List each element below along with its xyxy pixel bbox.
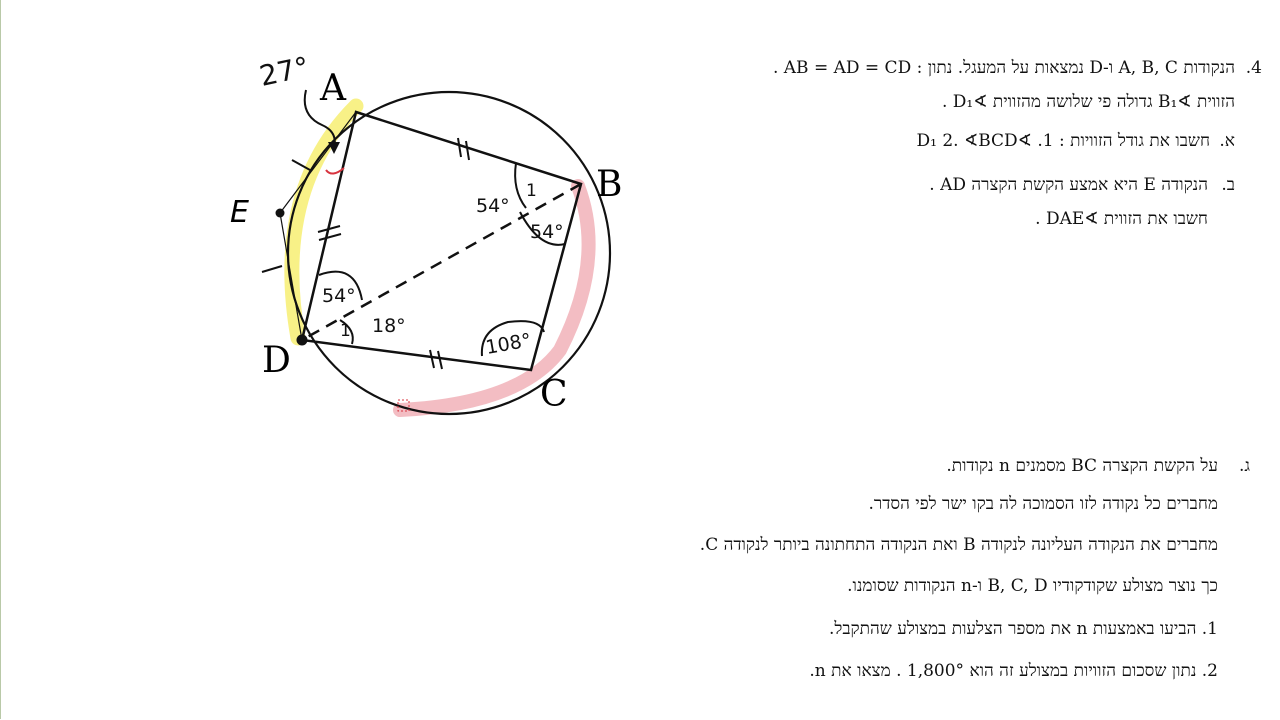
label-E: E (230, 195, 249, 230)
part-c-line-2: מחברים כל נקודה לזו הסמוכה לה בקו ישר לפי הסדר. (868, 494, 1218, 514)
point-D-dot (297, 335, 308, 346)
annotation-angle-D-lower: 18° (372, 315, 406, 337)
part-b-line-1: הנקודה E היא אמצע הקשת הקצרה AD . (929, 175, 1208, 195)
problem-line-1: הנקודות A, B, C ו-D נמצאות על המעגל. נתון : AB = AD = CD . (772, 58, 1235, 78)
annotation-angle-27: 27° (256, 50, 313, 93)
part-c-item-1: 1. הביעו באמצעות n את מספר הצלעות במצולע שהתקבל. (828, 619, 1218, 639)
part-c-item-2: 2. נתון שסכום הזוויות במצולע זה הוא 1,800° . מצאו את n. (809, 661, 1218, 681)
annotation-angle-C: 108° (484, 329, 533, 359)
part-c-line-1: על הקשת הקצרה BC מסמנים n נקודות. (946, 456, 1218, 476)
annotation-angle-B-lower: 54° (530, 221, 564, 243)
label-D: D (262, 340, 291, 381)
diagonal-BD (302, 184, 581, 340)
annotation-angle-D-label: 1 (340, 321, 351, 341)
part-b-label: ב. (1221, 175, 1235, 195)
part-c-line-4: כך נוצר מצולע שקודקודיו B, C, D ו-n הנקודות שסומנו. (847, 576, 1218, 596)
annotation-angle-D-upper: 54° (322, 285, 356, 307)
problem-line-2: הזווית ∢B₁ גדולה פי שלושה מהזווית ∢D₁ . (941, 92, 1235, 112)
label-C: C (540, 374, 568, 415)
part-a-label: א. (1219, 131, 1235, 151)
label-A: A (320, 68, 346, 109)
point-E-dot (276, 209, 285, 218)
part-c-line-3: מחברים את הנקודה העליונה לנקודה B ואת הנקודה התחתונה ביותר לנקודה C. (699, 535, 1218, 555)
problem-number: .4 (1245, 58, 1262, 78)
part-a-text: חשבו את גודל הזוויות : 1. ∢D₁ 2. ∢BCD (916, 131, 1210, 151)
part-c-label: ג. (1238, 456, 1250, 476)
label-B: B (596, 164, 623, 205)
part-b-line-2: חשבו את הזווית ∢DAE . (1035, 209, 1208, 229)
annotation-angle-B-upper: 54° (476, 195, 510, 217)
annotation-angle-B-label: 1 (526, 181, 537, 201)
geometry-figure (0, 0, 700, 460)
